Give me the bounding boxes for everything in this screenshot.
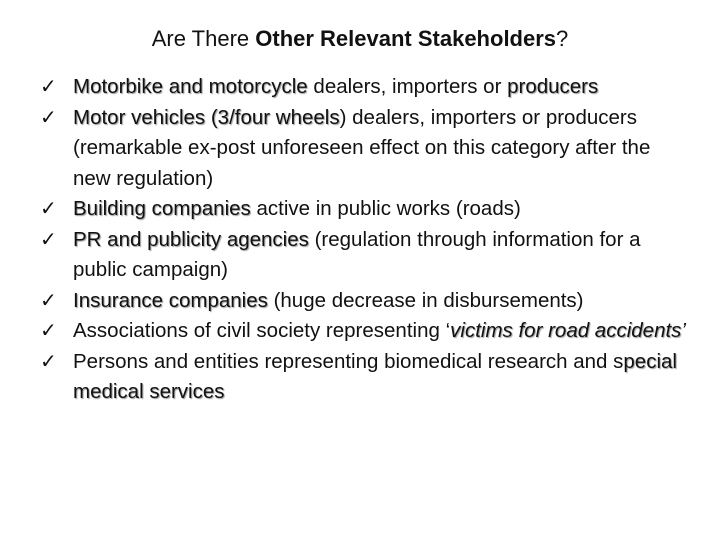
title-bold: Other Relevant Stakeholders [255, 26, 557, 51]
item-text: active in public works (roads) [250, 197, 521, 220]
item-highlight: Motorbike and motorcycle [73, 75, 308, 98]
list-item [40, 316, 690, 347]
item-highlight: Motor vehicles (3/four wheels [73, 105, 340, 129]
item-highlight: producers [507, 75, 599, 98]
item-highlight: pecial medical services [73, 349, 677, 403]
item-text: Associations of civil society representing ‘ [73, 319, 451, 342]
title-suffix: ? [556, 26, 569, 51]
item-text: ’ [681, 319, 686, 342]
item-highlight: Insurance companies [73, 288, 268, 312]
item-text: ) dealers, importers or producers (remarkable ex-post unforeseen effect on this category after the new regulation) [73, 105, 651, 190]
list-item [40, 286, 690, 317]
check-mark-icon: ✓ [40, 106, 57, 129]
title-prefix: Are There [151, 26, 256, 51]
check-mark-icon: ✓ [40, 198, 57, 220]
list-item [40, 194, 690, 225]
item-highlight: victims for road accidents [450, 319, 682, 342]
stakeholder-list [40, 72, 690, 408]
list-item [40, 72, 690, 103]
check-mark-icon: ✓ [40, 320, 57, 342]
list-item [40, 103, 690, 195]
check-mark-icon: ✓ [40, 76, 57, 98]
item-text: (regulation through information for a public campaign) [73, 227, 641, 281]
item-highlight: PR and publicity agencies [73, 227, 309, 251]
item-highlight: Building companies [73, 197, 251, 220]
item-text: (huge decrease in disbursements) [267, 288, 584, 312]
list-item [40, 347, 690, 408]
check-mark-icon: ✓ [40, 289, 57, 312]
list-item [40, 225, 690, 286]
item-text: dealers, importers or [307, 75, 508, 98]
slide-title [0, 24, 720, 54]
check-mark-icon: ✓ [40, 228, 57, 251]
item-text: Persons and entities representing biomedical research and s [73, 349, 624, 373]
check-mark-icon: ✓ [40, 350, 57, 373]
